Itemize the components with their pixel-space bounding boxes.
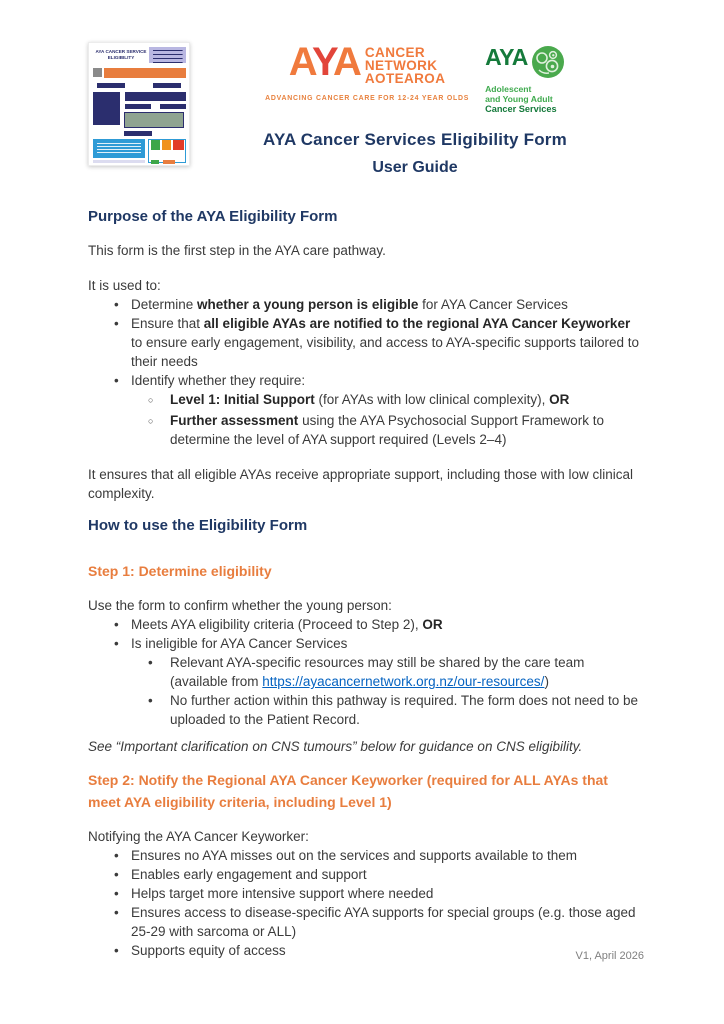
logo-letter: A <box>333 40 360 84</box>
step2-bullet-list <box>88 846 640 960</box>
purpose-bullet-list <box>88 295 640 390</box>
aya-wordmark <box>288 40 360 84</box>
traffic-light-green <box>151 140 160 150</box>
flow-box <box>93 92 120 125</box>
list-item <box>88 295 640 314</box>
document-header <box>88 42 640 177</box>
thumb-orange-banner <box>104 68 186 78</box>
flow-box <box>160 104 186 109</box>
thumb-footer-row <box>93 160 145 163</box>
thumb-logo-mark <box>163 160 175 164</box>
list-item-text: Supports equity of access <box>131 943 286 958</box>
list-item-text: No further action within this pathway is required. The form does not need to be uploaded to the Patient Record. <box>170 693 639 727</box>
bullet-icon <box>114 295 131 314</box>
flow-box <box>125 92 186 101</box>
list-item <box>88 903 640 941</box>
network-name-line: NETWORK <box>364 58 438 73</box>
bullet-icon <box>114 903 131 941</box>
purpose-sub-bullet-list <box>88 390 640 449</box>
qr-code-icon <box>93 68 102 77</box>
list-item-text: Is ineligible for AYA Cancer Services <box>131 636 348 651</box>
thumb-info-box <box>149 47 186 63</box>
list-item-text: Enables early engagement and support <box>131 867 367 882</box>
traffic-light-orange <box>162 140 171 150</box>
cns-note: See “Important clarification on CNS tumours” below for guidance on CNS eligibility. <box>88 739 583 754</box>
bullet-icon <box>148 691 170 729</box>
list-item-text: Relevant AYA-specific resources may still be shared by the care team (available from https://ayacancernetwork.org.nz/our-resources/) <box>170 655 585 689</box>
used-to-label: It is used to: <box>88 278 161 293</box>
how-to-heading: How to use the Eligibility Form <box>88 517 308 534</box>
list-item-text: Identify whether they require: <box>131 373 306 388</box>
flow-box <box>124 112 184 128</box>
list-item <box>88 691 640 729</box>
list-item-text: Ensures no AYA misses out on the services and supports available to them <box>131 848 577 863</box>
circle-bullet-icon <box>148 390 170 411</box>
list-item <box>88 634 640 653</box>
services-wordmark: AYA <box>485 44 528 70</box>
flow-box <box>97 83 125 88</box>
services-line: and Young Adult <box>485 94 553 104</box>
thumb-logo-mark <box>151 160 159 164</box>
list-item-text: Ensures access to disease-specific AYA supports for special groups (e.g. those aged 25-29 with sarcoma or ALL) <box>131 905 636 939</box>
logo-row <box>265 40 565 114</box>
list-item-text: Level 1: Initial Support (for AYAs with low clinical complexity), OR <box>170 392 570 407</box>
bullet-icon <box>114 314 131 371</box>
step2-intro: Notifying the AYA Cancer Keyworker: <box>88 829 309 844</box>
list-item-text: Further assessment using the AYA Psychosocial Support Framework to determine the level of AYA support required (Levels 2–4) <box>170 413 604 447</box>
list-item-text: Ensure that all eligible AYAs are notified to the regional AYA Cancer Keyworker to ensure early engagement, visibility, and access to AYA-specific supports tailored to their needs <box>131 316 640 369</box>
circle-bullet-icon <box>148 411 170 449</box>
header-right <box>190 42 640 177</box>
bullet-icon <box>114 846 131 865</box>
bullet-icon <box>114 865 131 884</box>
logo-letter: Y <box>312 40 334 84</box>
services-line: Adolescent <box>485 84 532 94</box>
purpose-outro: It ensures that all eligible AYAs receive appropriate support, including those with low clinical complexity. <box>88 467 634 501</box>
traffic-light-red <box>173 140 184 150</box>
list-item <box>88 865 640 884</box>
bullet-icon <box>114 634 131 653</box>
list-item <box>88 615 640 634</box>
list-item-text: Meets AYA eligibility criteria (Proceed to Step 2), OR <box>131 617 443 632</box>
step1-heading: Step 1: Determine eligibility <box>88 563 272 579</box>
page-subtitle: User Guide <box>372 159 458 176</box>
network-name <box>365 44 445 85</box>
list-item <box>88 371 640 390</box>
list-item <box>88 941 640 960</box>
bullet-icon <box>114 884 131 903</box>
step1-sub-bullet-list <box>88 653 640 729</box>
network-name-line: AOTEAROA <box>364 71 446 86</box>
network-tagline: ADVANCING CANCER CARE FOR 12-24 YEAR OLDS <box>265 95 470 102</box>
aya-cancer-network-logo <box>265 40 470 108</box>
resources-link[interactable]: https://ayacancernetwork.org.nz/our-resources/ <box>262 674 545 689</box>
bullet-icon <box>114 941 131 960</box>
services-line: Cancer Services <box>485 104 557 114</box>
list-item <box>88 884 640 903</box>
step2-heading: Step 2: Notify the Regional AYA Cancer Keyworker (required for ALL AYAs that meet AYA eligibility criteria, including Level 1) <box>88 772 608 810</box>
flow-box <box>153 83 181 88</box>
version-footer: V1, April 2026 <box>575 950 644 962</box>
flow-box <box>124 131 152 136</box>
list-item <box>88 411 640 449</box>
thumbnail-title: AYA CANCER SERVICE ELIGIBILITY <box>95 49 147 60</box>
step1-bullet-list <box>88 615 640 653</box>
list-item <box>88 314 640 371</box>
network-name-line: CANCER <box>364 45 426 60</box>
koru-circle-icon <box>531 45 565 84</box>
step1-intro: Use the form to confirm whether the young person: <box>88 598 392 613</box>
list-item-text: Helps target more intensive support where needed <box>131 886 434 901</box>
flow-box <box>125 104 151 109</box>
form-thumbnail <box>88 42 190 166</box>
page-title: AYA Cancer Services Eligibility Form <box>263 130 567 149</box>
list-item <box>88 390 640 411</box>
thumb-keyworker-box <box>93 139 145 158</box>
logo-letter: A <box>288 40 312 84</box>
bullet-icon <box>114 371 131 390</box>
services-logo-top <box>485 45 565 84</box>
purpose-heading: Purpose of the AYA Eligibility Form <box>88 208 338 225</box>
purpose-intro: This form is the first step in the AYA care pathway. <box>88 243 386 258</box>
aya-services-logo <box>485 44 565 114</box>
list-item <box>88 653 640 691</box>
network-logo-top <box>288 40 446 86</box>
list-item <box>88 846 640 865</box>
bullet-icon <box>114 615 131 634</box>
bullet-icon <box>148 653 170 691</box>
list-item-text: Determine whether a young person is eligible for AYA Cancer Services <box>131 297 568 312</box>
